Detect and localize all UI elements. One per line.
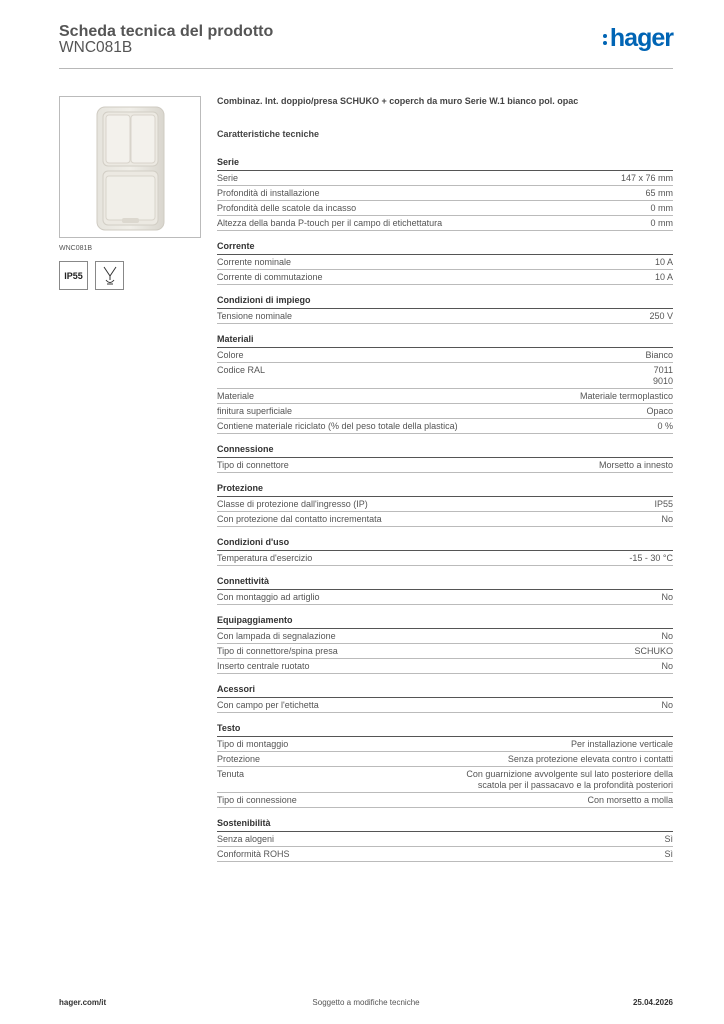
product-code-title: WNC081B bbox=[59, 39, 133, 56]
spec-label: Conformità ROHS bbox=[217, 849, 290, 859]
spec-section bbox=[217, 295, 673, 324]
spec-label: Temperatura d'esercizio bbox=[217, 553, 313, 563]
spec-section bbox=[217, 483, 673, 527]
spec-label: Corrente di commutazione bbox=[217, 272, 323, 282]
spec-row bbox=[217, 458, 673, 473]
spec-label: Tenuta bbox=[217, 769, 245, 779]
spec-sections bbox=[217, 157, 673, 862]
section-title: Corrente bbox=[217, 241, 673, 255]
spec-value: 10 A bbox=[654, 257, 673, 267]
spec-row bbox=[217, 847, 673, 862]
spec-value: Morsetto a innesto bbox=[598, 460, 673, 470]
spec-row bbox=[217, 255, 673, 270]
spec-row bbox=[217, 309, 673, 324]
product-sidebar bbox=[59, 96, 201, 290]
section-title: Connettività bbox=[217, 576, 673, 590]
image-caption: WNC081B bbox=[59, 245, 93, 252]
section-title: Materiali bbox=[217, 334, 673, 348]
spec-value: No bbox=[661, 631, 673, 641]
spec-section bbox=[217, 723, 673, 808]
section-title: Protezione bbox=[217, 483, 673, 497]
spec-section bbox=[217, 241, 673, 285]
spec-value: Con guarnizione avvolgente sul lato posteriore della scatola per il passacavo e la profondità posteriori bbox=[466, 769, 673, 790]
spec-row bbox=[217, 497, 673, 512]
double-socket-symbol-icon bbox=[95, 261, 124, 290]
spec-value: Sì bbox=[664, 834, 673, 844]
spec-label: Materiale bbox=[217, 391, 255, 401]
spec-value: Con morsetto a molla bbox=[587, 795, 673, 805]
spec-value: No bbox=[661, 661, 673, 671]
spec-row bbox=[217, 171, 673, 186]
specs-heading: Caratteristiche tecniche bbox=[217, 129, 320, 139]
spec-label: Serie bbox=[217, 173, 239, 183]
spec-section bbox=[217, 684, 673, 713]
section-title: Condizioni d'uso bbox=[217, 537, 673, 551]
spec-value: 250 V bbox=[649, 311, 673, 321]
spec-value: IP55 bbox=[654, 499, 673, 509]
badge-row bbox=[59, 261, 201, 290]
spec-value: Per installazione verticale bbox=[570, 739, 673, 749]
spec-label: Con campo per l'etichetta bbox=[217, 700, 319, 710]
section-title: Testo bbox=[217, 723, 673, 737]
spec-row bbox=[217, 216, 673, 231]
spec-row bbox=[217, 644, 673, 659]
spec-label: Con protezione dal contatto incrementata bbox=[217, 514, 382, 524]
ip-rating-badge: IP55 bbox=[59, 261, 88, 290]
spec-value: No bbox=[661, 592, 673, 602]
spec-value: 0 mm bbox=[650, 218, 673, 228]
spec-value: 10 A bbox=[654, 272, 673, 282]
spec-value: Sì bbox=[664, 849, 673, 859]
spec-value: 147 x 76 mm bbox=[620, 173, 673, 183]
spec-row bbox=[217, 752, 673, 767]
spec-row bbox=[217, 419, 673, 434]
footer-date: 25.04.2026 bbox=[632, 998, 673, 1007]
spec-row bbox=[217, 629, 673, 644]
spec-label: Senza alogeni bbox=[217, 834, 275, 844]
footer-note: Soggetto a modifiche tecniche bbox=[312, 998, 420, 1007]
spec-value: 0 % bbox=[657, 421, 673, 431]
spec-label: finitura superficiale bbox=[217, 406, 293, 416]
document-title: Scheda tecnica del prodotto bbox=[59, 23, 274, 40]
spec-value: Materiale termoplastico bbox=[579, 391, 673, 401]
product-image-frame bbox=[59, 96, 201, 238]
spec-section bbox=[217, 157, 673, 231]
spec-row bbox=[217, 590, 673, 605]
spec-row bbox=[217, 201, 673, 216]
spec-value: Senza protezione elevata contro i contatti bbox=[507, 754, 673, 764]
spec-section bbox=[217, 818, 673, 862]
spec-section bbox=[217, 537, 673, 566]
spec-label: Inserto centrale ruotato bbox=[217, 661, 310, 671]
section-title: Connessione bbox=[217, 444, 673, 458]
section-title: Serie bbox=[217, 157, 673, 171]
spec-label: Corrente nominale bbox=[217, 257, 292, 267]
spec-label: Tensione nominale bbox=[217, 311, 293, 321]
spec-row bbox=[217, 363, 673, 389]
spec-label: Colore bbox=[217, 350, 244, 360]
spec-label: Tipo di montaggio bbox=[217, 739, 289, 749]
spec-row bbox=[217, 551, 673, 566]
spec-row bbox=[217, 270, 673, 285]
spec-label: Altezza della banda P-touch per il campo di etichettatura bbox=[217, 218, 443, 228]
page-header bbox=[59, 21, 673, 69]
section-title: Acessori bbox=[217, 684, 673, 698]
spec-row bbox=[217, 767, 673, 793]
spec-row bbox=[217, 737, 673, 752]
spec-row bbox=[217, 832, 673, 847]
spec-row bbox=[217, 186, 673, 201]
section-title: Sostenibilità bbox=[217, 818, 673, 832]
logo-dots-icon bbox=[603, 29, 608, 46]
spec-value: No bbox=[661, 514, 673, 524]
spec-label: Tipo di connettore/spina presa bbox=[217, 646, 338, 656]
spec-section bbox=[217, 444, 673, 473]
spec-value: Bianco bbox=[645, 350, 673, 360]
spec-value: 65 mm bbox=[645, 188, 673, 198]
spec-label: Codice RAL bbox=[217, 365, 266, 375]
spec-value: -15 - 30 °C bbox=[629, 553, 673, 563]
spec-row bbox=[217, 404, 673, 419]
spec-label: Protezione bbox=[217, 754, 261, 764]
spec-section bbox=[217, 615, 673, 674]
spec-content bbox=[217, 96, 673, 872]
spec-value: SCHUKO bbox=[634, 646, 673, 656]
spec-label: Profondità delle scatole da incasso bbox=[217, 203, 357, 213]
spec-label: Profondità di installazione bbox=[217, 188, 320, 198]
spec-row bbox=[217, 698, 673, 713]
spec-row bbox=[217, 659, 673, 674]
spec-row bbox=[217, 389, 673, 404]
spec-row bbox=[217, 348, 673, 363]
spec-label: Con lampada di segnalazione bbox=[217, 631, 336, 641]
spec-section bbox=[217, 576, 673, 605]
spec-value: Opaco bbox=[646, 406, 673, 416]
spec-value: No bbox=[661, 700, 673, 710]
spec-label: Classe di protezione dall'ingresso (IP) bbox=[217, 499, 368, 509]
spec-label: Con montaggio ad artiglio bbox=[217, 592, 320, 602]
spec-label: Contiene materiale riciclato (% del peso totale della plastica) bbox=[217, 421, 458, 431]
section-title: Equipaggiamento bbox=[217, 615, 673, 629]
footer-website[interactable]: hager.com/it bbox=[59, 998, 107, 1007]
spec-row bbox=[217, 512, 673, 527]
product-image bbox=[96, 106, 165, 231]
hager-logo bbox=[603, 26, 673, 51]
spec-row bbox=[217, 793, 673, 808]
socket-symbol-svg bbox=[100, 265, 120, 287]
spec-value: 0 mm bbox=[650, 203, 673, 213]
logo-text: hager bbox=[609, 24, 673, 52]
spec-section bbox=[217, 334, 673, 434]
spec-label: Tipo di connessione bbox=[217, 795, 297, 805]
spec-label: Tipo di connettore bbox=[217, 460, 289, 470]
section-title: Condizioni di impiego bbox=[217, 295, 673, 309]
product-description: Combinaz. Int. doppio/presa SCHUKO + coperch da muro Serie W.1 bianco pol. opac bbox=[217, 96, 579, 106]
spec-value: 7011 9010 bbox=[652, 365, 673, 386]
